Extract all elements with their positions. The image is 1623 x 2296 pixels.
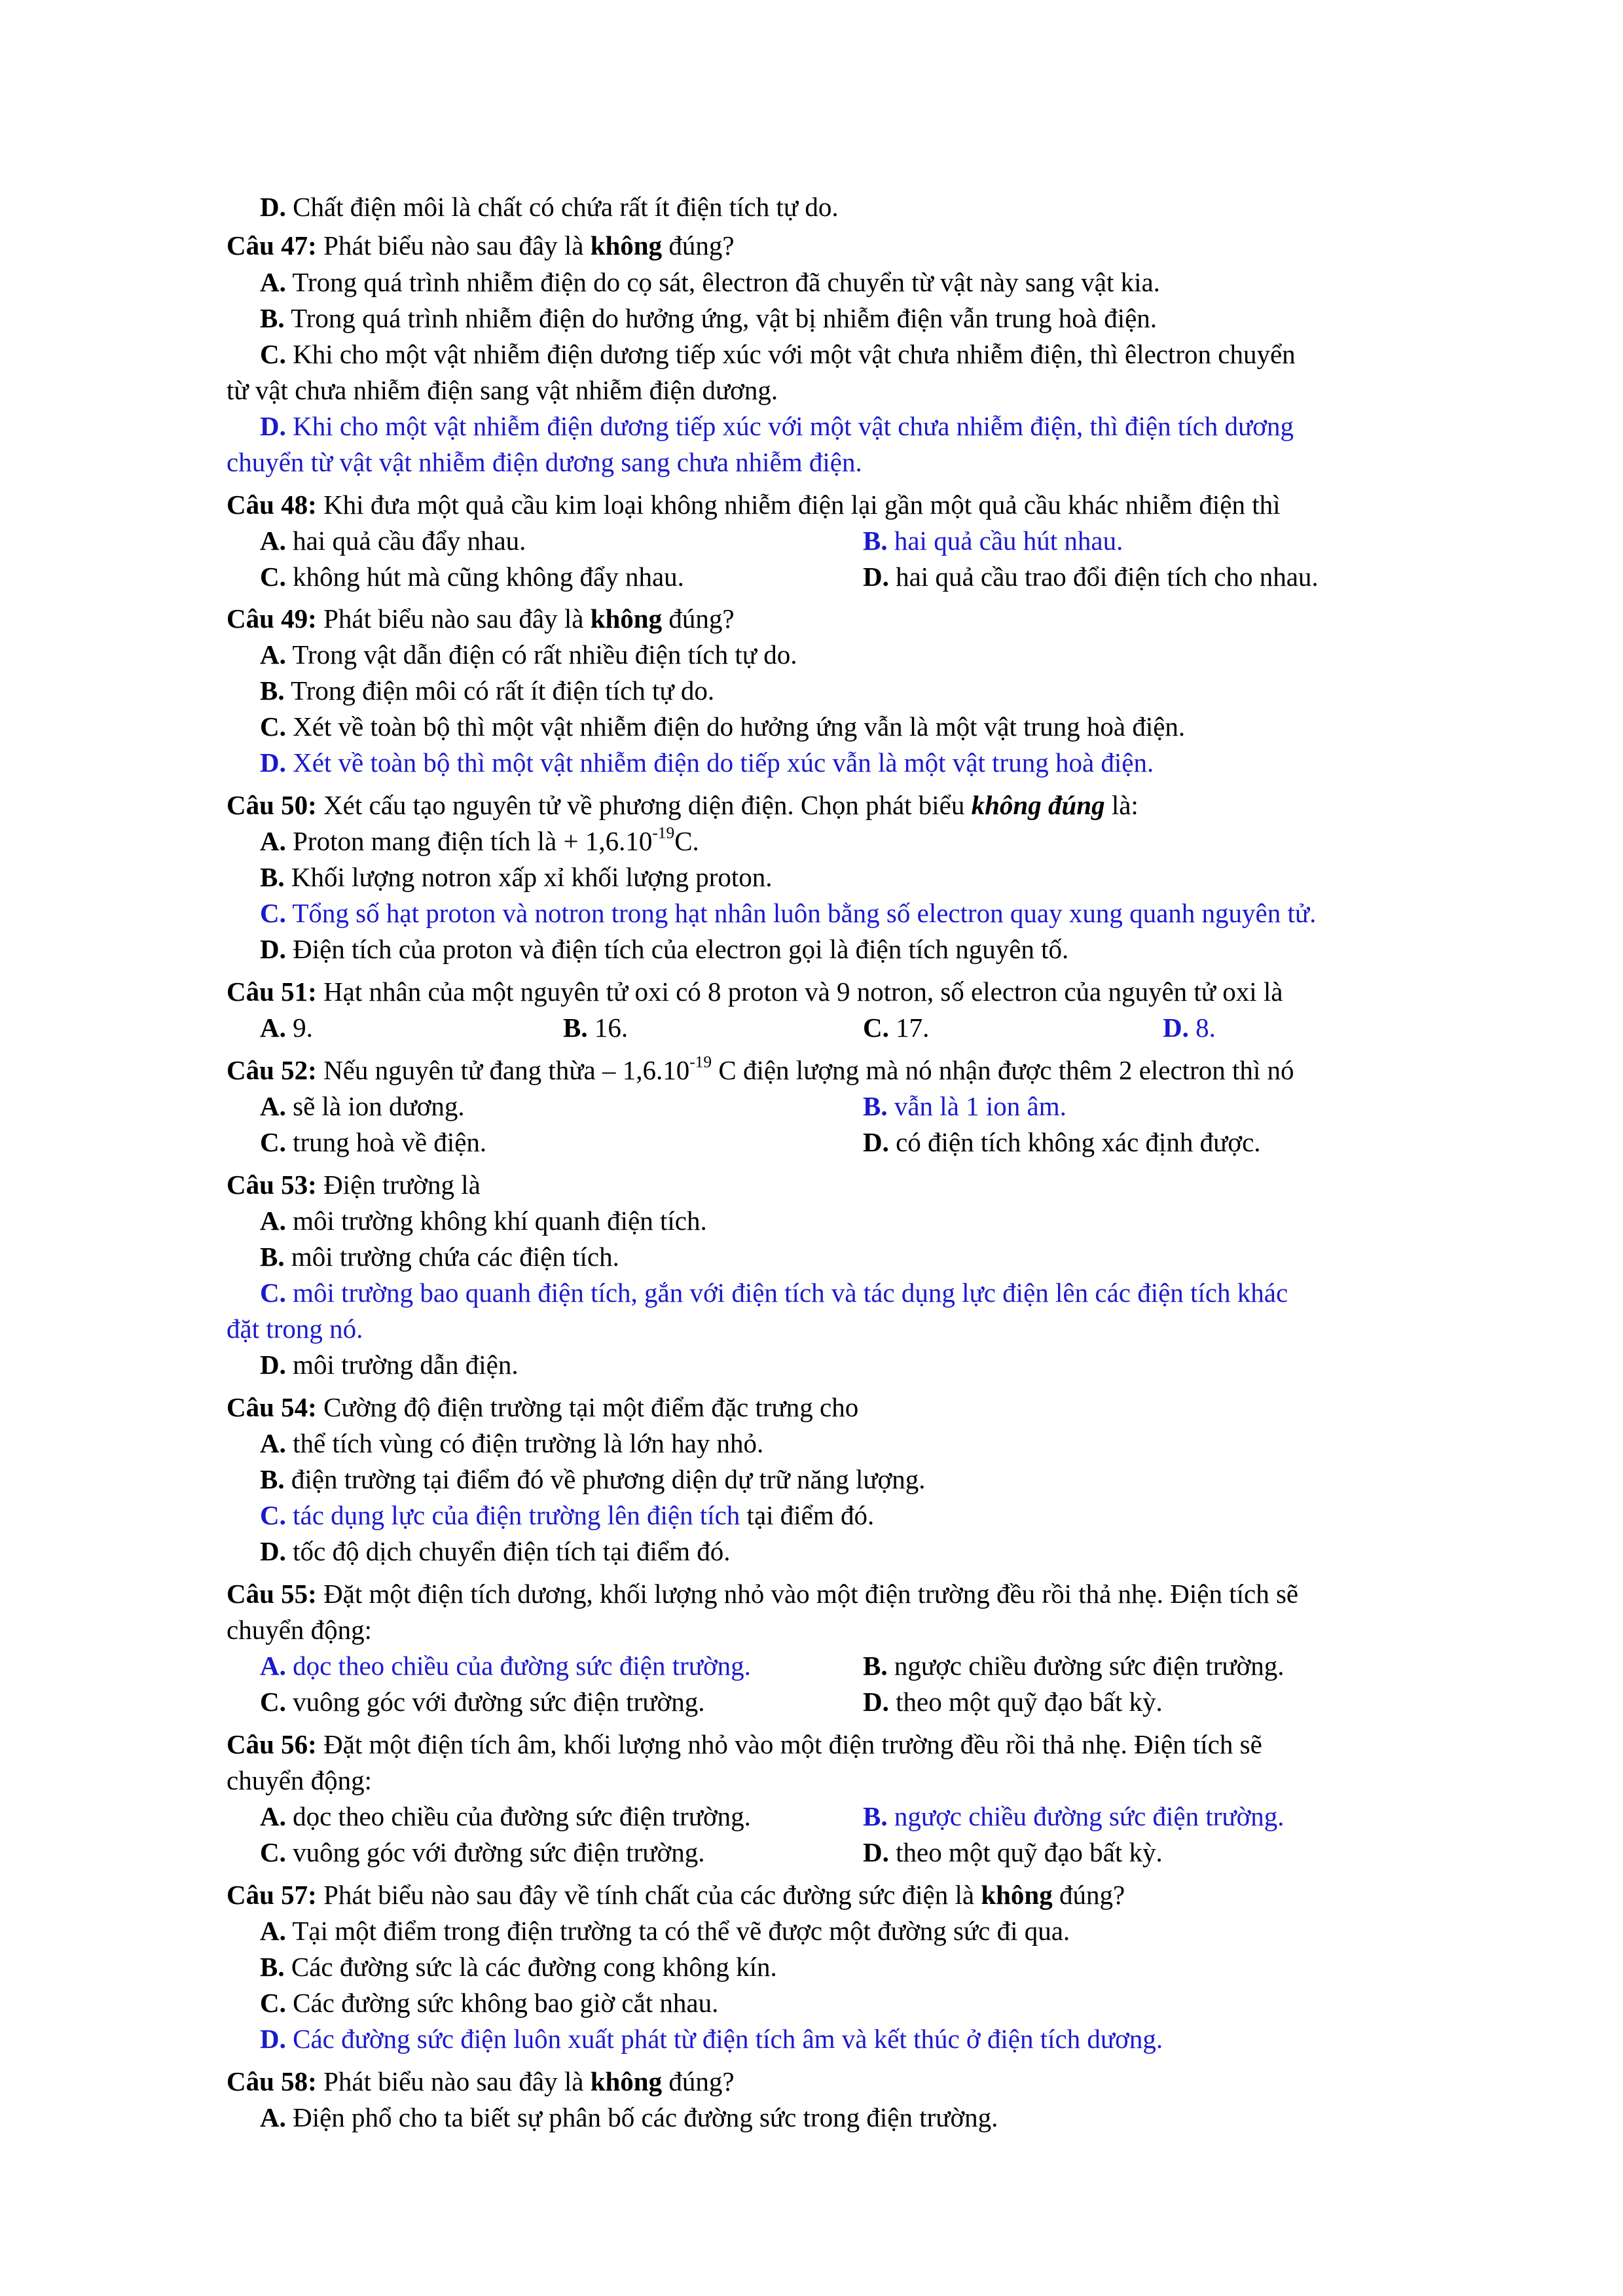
q56-stem-cont: chuyển động: <box>227 1765 373 1795</box>
q54-option-c-answer: C. tác dụng lực của điện trường lên điện tích tại điểm đó. <box>260 1500 875 1530</box>
q48-option-d: D. hai quả cầu trao đổi điện tích cho nhau. <box>863 562 1319 592</box>
q47-option-d-cont: chuyển từ vật vật nhiễm điện dương sang chưa nhiễm điện. <box>227 447 862 477</box>
q47-option-c-cont: từ vật chưa nhiễm điện sang vật nhiễm điện dương. <box>227 375 778 405</box>
q53-stem: Câu 53: Điện trường là <box>227 1170 481 1200</box>
q56-option-d: D. theo một quỹ đạo bất kỳ. <box>863 1837 1163 1867</box>
q57-option-d-answer: D. Các đường sức điện luôn xuất phát từ điện tích âm và kết thúc ở điện tích dương. <box>260 2024 1163 2054</box>
q48-option-a: A. hai quả cầu đẩy nhau. <box>260 526 526 556</box>
q50-stem: Câu 50: Xét cấu tạo nguyên tử về phương diện điện. Chọn phát biểu không đúng là: <box>227 790 1139 820</box>
q50-option-b: B. Khối lượng notron xấp xỉ khối lượng proton. <box>260 862 773 892</box>
q47-stem: Câu 47: Phát biểu nào sau đây là không đúng? <box>227 230 735 260</box>
q49-option-c: C. Xét về toàn bộ thì một vật nhiễm điện do hưởng ứng vẫn là một vật trung hoà điện. <box>260 711 1186 742</box>
q58-stem: Câu 58: Phát biểu nào sau đây là không đúng? <box>227 2066 735 2096</box>
q53-option-a: A. môi trường không khí quanh điện tích. <box>260 1206 707 1236</box>
q57-option-b: B. Các đường sức là các đường cong không kín. <box>260 1952 777 1982</box>
q50-option-c-answer: C. Tổng số hạt proton và notron trong hạt nhân luôn bằng số electron quay xung quanh nguyên tử. <box>260 898 1317 928</box>
q49-option-d-answer: D. Xét về toàn bộ thì một vật nhiễm điện do tiếp xúc vẫn là một vật trung hoà điện. <box>260 747 1154 778</box>
q49-option-a: A. Trong vật dẫn điện có rất nhiều điện tích tự do. <box>260 639 797 670</box>
q52-option-a: A. sẽ là ion dương. <box>260 1091 465 1121</box>
q47-option-a: A. Trong quá trình nhiễm điện do cọ sát, êlectron đã chuyển từ vật này sang vật kia. <box>260 267 1160 297</box>
q48-stem: Câu 48: Khi đưa một quả cầu kim loại không nhiễm điện lại gần một quả cầu khác nhiễm điện thì <box>227 490 1281 520</box>
q57-option-c: C. Các đường sức không bao giờ cắt nhau. <box>260 1988 719 2018</box>
q55-option-a-answer: A. dọc theo chiều của đường sức điện trường. <box>260 1651 751 1681</box>
q58-option-a: A. Điện phổ cho ta biết sự phân bố các đường sức trong điện trường. <box>260 2102 998 2132</box>
q47-option-b: B. Trong quá trình nhiễm điện do hưởng ứng, vật bị nhiễm điện vẫn trung hoà điện. <box>260 303 1158 333</box>
q56-option-c: C. vuông góc với đường sức điện trường. <box>260 1837 705 1867</box>
q51-option-b: B. 16. <box>563 1013 629 1043</box>
q48-option-b-answer: B. hai quả cầu hút nhau. <box>863 526 1123 556</box>
q52-option-b-answer: B. vẫn là 1 ion âm. <box>863 1091 1067 1121</box>
q54-option-a: A. thể tích vùng có điện trường là lớn hay nhỏ. <box>260 1428 764 1458</box>
q55-option-b: B. ngược chiều đường sức điện trường. <box>863 1651 1285 1681</box>
q57-option-a: A. Tại một điểm trong điện trường ta có thể vẽ được một đường sức đi qua. <box>260 1916 1070 1946</box>
q47-option-c: C. Khi cho một vật nhiễm điện dương tiếp xúc với một vật chưa nhiễm điện, thì êlectron chuyển <box>260 339 1296 369</box>
q50-option-d: D. Điện tích của proton và điện tích của electron gọi là điện tích nguyên tố. <box>260 934 1069 964</box>
q48-option-c: C. không hút mà cũng không đẩy nhau. <box>260 562 684 592</box>
q54-stem: Câu 54: Cường độ điện trường tại một điểm đặc trưng cho <box>227 1392 859 1422</box>
q52-stem: Câu 52: Nếu nguyên tử đang thừa – $1,6.10^{-19}$ C điện lượng mà nó nhận được thêm 2 electron thì nó <box>227 1052 1294 1085</box>
q53-option-c-cont: đặt trong nó. <box>227 1314 363 1344</box>
q55-stem: Câu 55: Đặt một điện tích dương, khối lượng nhỏ vào một điện trường đều rồi thả nhẹ. Điện tích sẽ <box>227 1579 1299 1609</box>
q56-option-a: A. dọc theo chiều của đường sức điện trường. <box>260 1801 751 1831</box>
q49-stem: Câu 49: Phát biểu nào sau đây là không đúng? <box>227 603 735 634</box>
q52-option-d: D. có điện tích không xác định được. <box>863 1127 1261 1157</box>
q51-option-d-answer: D. 8. <box>1163 1013 1216 1043</box>
q46-option-d: D. Chất điện môi là chất có chứa rất ít điện tích tự do. <box>260 192 839 222</box>
q54-option-d: D. tốc độ dịch chuyển điện tích tại điểm đó. <box>260 1536 731 1566</box>
q57-stem: Câu 57: Phát biểu nào sau đây về tính chất của các đường sức điện là không đúng? <box>227 1880 1125 1910</box>
q53-option-c-answer: C. môi trường bao quanh điện tích, gắn với điện tích và tác dụng lực điện lên các điện tích khác <box>260 1278 1288 1308</box>
q54-option-b: B. điện trường tại điểm đó về phương diện dự trữ năng lượng. <box>260 1464 926 1494</box>
q55-option-c: C. vuông góc với đường sức điện trường. <box>260 1687 705 1717</box>
q53-option-b: B. môi trường chứa các điện tích. <box>260 1242 619 1272</box>
q49-option-b: B. Trong điện môi có rất ít điện tích tự do. <box>260 675 715 706</box>
q56-stem: Câu 56: Đặt một điện tích âm, khối lượng nhỏ vào một điện trường đều rồi thả nhẹ. Điện tích sẽ <box>227 1729 1262 1759</box>
q56-option-b-answer: B. ngược chiều đường sức điện trường. <box>863 1801 1285 1831</box>
q55-stem-cont: chuyển động: <box>227 1615 373 1645</box>
q50-option-a: A. Proton mang điện tích là + $1,6.10^{-19}C$. <box>260 823 699 856</box>
q55-option-d: D. theo một quỹ đạo bất kỳ. <box>863 1687 1163 1717</box>
q51-option-a: A. 9. <box>260 1013 313 1043</box>
q53-option-d: D. môi trường dẫn điện. <box>260 1350 519 1380</box>
q51-stem: Câu 51: Hạt nhân của một nguyên tử oxi có 8 proton và 9 notron, số electron của nguyên tử oxi là <box>227 977 1283 1007</box>
q47-option-d-answer: D. Khi cho một vật nhiễm điện dương tiếp xúc với một vật chưa nhiễm điện, thì điện tích dương <box>260 411 1294 441</box>
q52-option-c: C. trung hoà về điện. <box>260 1127 487 1157</box>
q51-option-c: C. 17. <box>863 1013 930 1043</box>
